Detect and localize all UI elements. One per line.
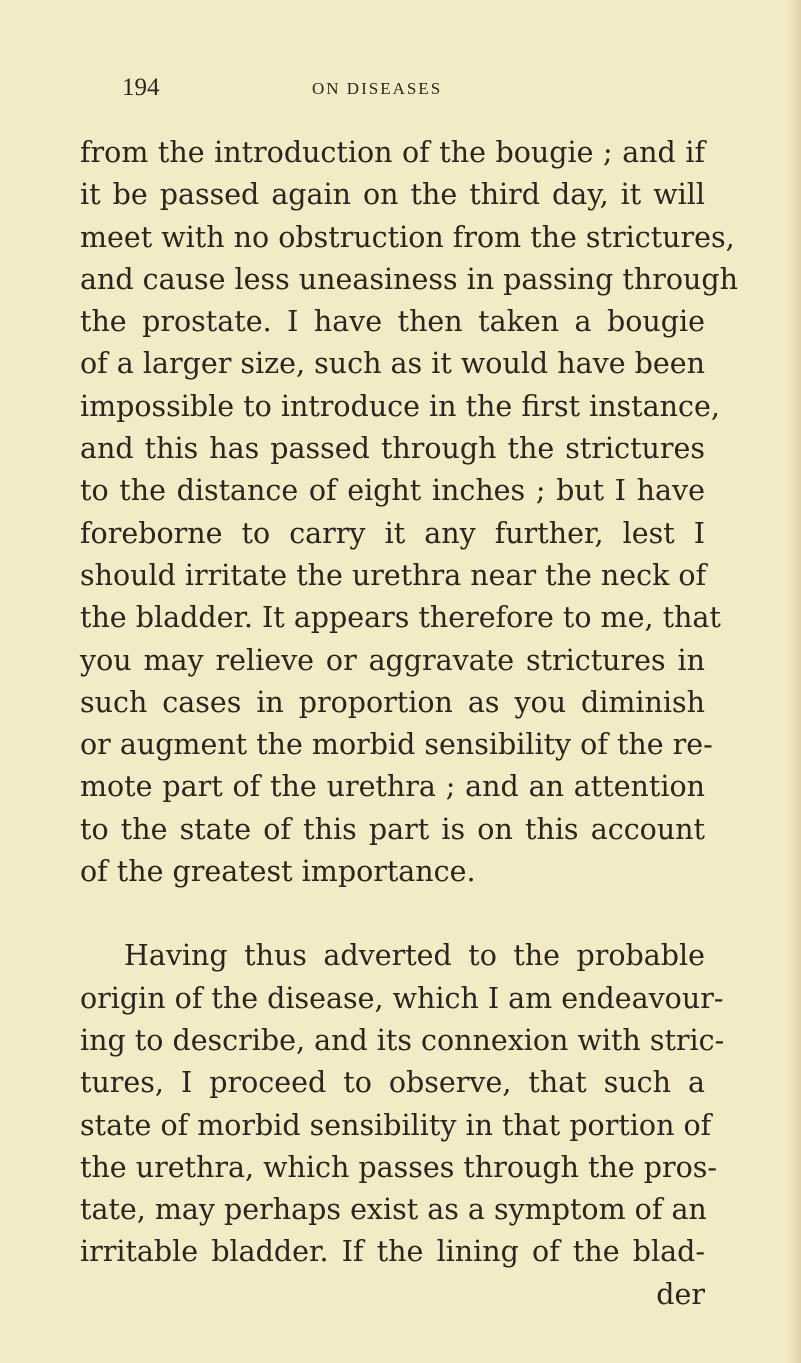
text-line: you may relieve or aggravate strictures in (80, 643, 705, 677)
text-line: of a larger size, such as it would have been (80, 347, 705, 381)
text-line: state of morbid sensibility in that portion of (80, 1108, 712, 1142)
text-line: the urethra, which passes through the pros- (80, 1150, 718, 1184)
body-text (80, 132, 738, 1316)
text-line: or augment the morbid sensibility of the re- (80, 728, 713, 762)
text-line: and this has passed through the strictures (80, 432, 705, 466)
text-line: to the distance of eight inches ; but I have (80, 474, 705, 508)
text-line: foreborne to carry it any further, lest I (80, 516, 705, 550)
text-line: tures, I proceed to observe, that such a (80, 1066, 705, 1100)
text-line: impossible to introduce in the first instance, (80, 389, 720, 423)
page-edge (787, 0, 801, 1363)
text-line: origin of the disease, which I am endeavour- (80, 981, 724, 1015)
text-line: and cause less uneasiness in passing through (80, 262, 738, 296)
text-line: ing to describe, and its connexion with stric- (80, 1023, 725, 1057)
running-head: ON DISEASES (312, 79, 443, 98)
text-line: the bladder. It appears therefore to me, that (80, 601, 721, 635)
text-line: irritable bladder. If the lining of the blad- (80, 1235, 705, 1269)
text-line: Having thus adverted to the probable (124, 939, 705, 973)
paragraph-1 (80, 132, 738, 893)
paragraph-gap (80, 893, 705, 935)
text-line: of the greatest importance. (80, 855, 476, 889)
text-line: mote part of the urethra ; and an attention (80, 770, 705, 804)
text-line: should irritate the urethra near the neck of (80, 558, 707, 592)
text-line: tate, may perhaps exist as a symptom of an (80, 1193, 707, 1227)
text-line: such cases in proportion as you diminish (80, 685, 705, 719)
text-line: to the state of this part is on this account (80, 812, 705, 846)
text-line: the prostate. I have then taken a bougie (80, 305, 705, 339)
page-number: 194 (122, 74, 160, 101)
page-header (122, 74, 742, 104)
text-line: it be passed again on the third day, it will (80, 178, 705, 212)
text-line: from the introduction of the bougie ; and if (80, 136, 705, 169)
catchword: der (656, 1277, 705, 1311)
paragraph-2 (80, 935, 725, 1316)
text-line: meet with no obstruction from the strictures, (80, 220, 735, 254)
